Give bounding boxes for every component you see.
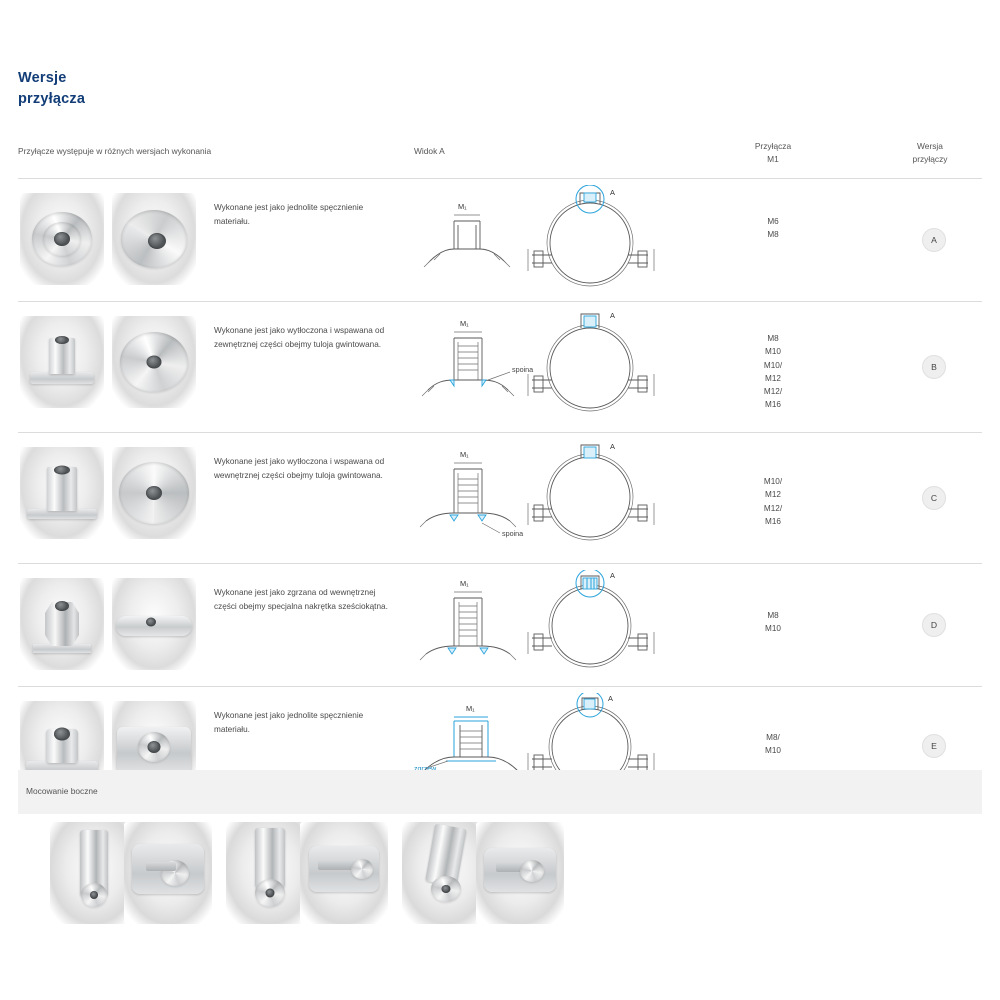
row-a-version-badge: A — [922, 228, 946, 252]
column-header-version-line1: Wersja — [917, 141, 943, 151]
row-e-m1 — [718, 731, 828, 758]
m1-value: M6 — [767, 217, 779, 226]
side-mount-photo-3b — [476, 822, 564, 924]
product-photo-c2 — [112, 447, 196, 539]
row-c-clamp-drawing — [518, 439, 678, 555]
m1-value: M8 — [767, 611, 779, 620]
row-e-description: Wykonane jest jako jednolite spęcznienie materiału. — [214, 711, 364, 734]
m1-value: M8/ — [766, 733, 780, 742]
table-row — [18, 564, 982, 687]
row-b-description: Wykonane jest jako wytłoczona i wspawana od zewnętrznej części obejmy tuloja gwintowana. — [214, 326, 385, 349]
side-mount-photo-2b — [300, 822, 388, 924]
column-header-view: Widok A — [414, 146, 445, 156]
table-row — [18, 433, 982, 564]
label-view-a: A — [610, 571, 615, 580]
page-title-line1: Wersje — [18, 70, 67, 86]
row-b-clamp-drawing — [518, 308, 678, 424]
side-mount-photo-1b — [124, 822, 212, 924]
m1-value: M8 — [767, 230, 779, 240]
m1-value: M10 — [765, 347, 781, 357]
m1-value: M10/ — [763, 477, 783, 486]
row-a-description: Wykonane jest jako jednolite spęcznienie materiału. — [214, 203, 364, 226]
row-e-version-badge: E — [922, 734, 946, 758]
column-header-m1 — [718, 140, 828, 165]
row-b-version-badge: B — [922, 355, 946, 379]
column-header-m1-line1: Przyłącza — [754, 141, 792, 151]
product-photo-d2 — [112, 578, 196, 670]
column-header-m1-line2: M1 — [767, 153, 779, 164]
m1-value: M16 — [765, 400, 781, 410]
row-c-version-badge: C — [922, 486, 946, 510]
m1-value: M12/ — [763, 387, 783, 397]
side-mount-section-header — [18, 770, 982, 814]
m1-value: M10 — [765, 624, 781, 634]
row-d-photos — [20, 578, 196, 676]
product-photo-b1 — [20, 316, 104, 408]
page-title — [18, 68, 85, 110]
m1-value: M10/ — [763, 360, 783, 370]
table-header — [18, 130, 982, 179]
label-spoina: spoina — [502, 529, 524, 538]
label-view-a: A — [610, 188, 615, 197]
label-m1: M₁ — [460, 450, 469, 459]
row-b-photos — [20, 316, 196, 414]
m1-value: M8 — [767, 334, 779, 343]
versions-table — [18, 130, 982, 806]
row-d-description: Wykonane jest jako zgrzana od wewnętrznej części obejmy specjalna nakrętka sześciokątna. — [214, 588, 388, 611]
m1-value: M12 — [765, 373, 781, 383]
product-photo-d1 — [20, 578, 104, 670]
side-mount-photos — [18, 822, 982, 932]
row-d-version-badge: D — [922, 613, 946, 637]
product-photo-b2 — [112, 316, 196, 408]
label-m1: M₁ — [460, 579, 469, 588]
m1-value: M10 — [765, 746, 781, 756]
label-view-a: A — [610, 442, 615, 451]
m1-value: M12/ — [763, 503, 783, 513]
label-m1: M₁ — [458, 202, 467, 211]
m1-value: M16 — [765, 516, 781, 526]
row-a-photos — [20, 193, 196, 291]
label-m1: M₁ — [466, 704, 475, 713]
row-b-m1 — [718, 332, 828, 412]
row-a-m1 — [718, 215, 828, 242]
label-view-a: A — [608, 694, 613, 703]
row-c-description: Wykonane jest jako wytłoczona i wspawana od wewnętrznej części obejmy tuloja gwintowana. — [214, 457, 385, 480]
product-photo-a2 — [112, 193, 196, 285]
column-header-version — [878, 140, 982, 165]
row-d-clamp-drawing — [518, 570, 678, 686]
column-header-version-line2: przyłączy — [912, 153, 948, 164]
page-title-line2: przyłącza — [18, 91, 86, 108]
row-d-m1 — [718, 609, 828, 636]
product-photo-c1 — [20, 447, 104, 539]
row-a-clamp-drawing — [518, 185, 678, 301]
table-row — [18, 179, 982, 302]
product-photo-a1 — [20, 193, 104, 285]
row-c-m1 — [718, 475, 828, 528]
label-spoina: spoina — [512, 365, 534, 374]
table-row — [18, 302, 982, 433]
side-mount-section-label: Mocowanie boczne — [26, 786, 98, 796]
row-c-photos — [20, 447, 196, 545]
label-m1: M₁ — [460, 319, 469, 328]
column-header-description: Przyłącze występuje w różnych wersjach wykonania — [18, 146, 212, 156]
label-view-a: A — [610, 311, 615, 320]
m1-value: M12 — [765, 490, 781, 500]
